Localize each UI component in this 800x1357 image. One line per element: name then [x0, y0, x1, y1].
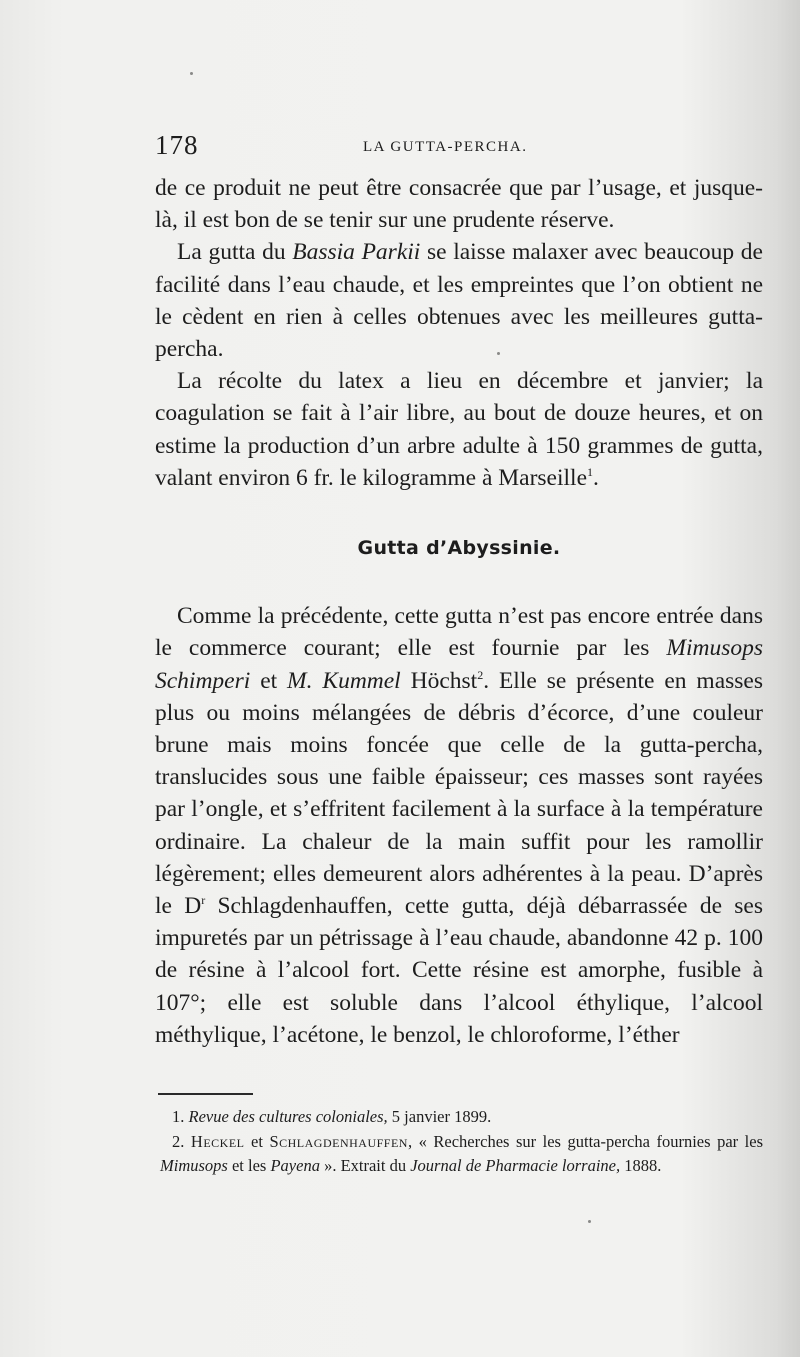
paragraph-text: La récolte du latex a lieu en décembre et janvier; la coagulation se fait à l’air libre, au bout de douze heures, et on estime la production d’un arbre adulte à 150 grammes de gutta, valant environ 6 fr. le kilogramme à Marseille	[155, 368, 763, 491]
paragraph-text: . Elle se présente en masses plus ou moins mélangées de débris d’écorce, d’une couleur brune mais moins foncée que celle de la gutta-percha, translucides sous une faible épaisseur; ces masses sont rayées par l’ongle, et s’effritent facilement à la surface à la température ordinaire. La chaleur de la main suffit pour les ramollir légèrement; elles demeurent alors adhérentes à la peau. D’après le D	[155, 667, 763, 920]
paragraph	[155, 365, 763, 494]
footnote	[160, 1130, 763, 1179]
paper-speck	[588, 1220, 591, 1223]
footnote-divider	[158, 1093, 253, 1095]
footnote-number: 2.	[172, 1131, 191, 1151]
paragraph-text: se laisse malaxer avec beaucoup de facilité dans l’eau chaude, et les empreintes que l’on obtient ne le cèdent en rien à celles obtenues avec les meilleures gutta-percha.	[155, 239, 763, 363]
body-text	[155, 172, 763, 1051]
section-heading: Gutta d’Abyssinie.	[357, 537, 561, 560]
footnote-text: et	[244, 1131, 270, 1151]
journal-title: Journal de Pharmacie lorraine,	[410, 1156, 621, 1175]
species-name: Bassia Parkii	[292, 239, 421, 266]
footnotes	[160, 1105, 763, 1179]
footnote-text: ». Extrait du	[319, 1156, 411, 1175]
species-name: M. Kummel	[287, 667, 401, 694]
footnote-text: 1888.	[620, 1156, 662, 1175]
paragraph-text: et	[250, 667, 288, 694]
author-name: Schlagdenhauffen	[269, 1131, 408, 1151]
paragraph	[155, 600, 763, 1051]
footnote-number: 1.	[172, 1107, 189, 1126]
paragraph-text: de ce produit ne peut être consacrée que par l’usage, et jusque-là, il est bon de se tenir sur une prudente réserve.	[155, 175, 763, 234]
title-abbrev-superscript: r	[201, 893, 206, 908]
footnote-source: Revue des cultures coloniales,	[188, 1107, 388, 1126]
paragraph-text: .	[593, 464, 599, 491]
paragraph-text: Schlagdenhauffen, cette gutta, déjà débarrassée de ses impuretés par un pétrissage à l’eau chaude, abandonne 42 p. 100 de résine à l’alcool fort. Cette résine est amorphe, fusible à 107°; elle est soluble dans l’alcool éthylique, l’alcool méthylique, l’acétone, le benzol, le chloroforme, l’éther	[155, 893, 763, 1048]
paragraph-text: Höchst	[400, 667, 478, 694]
footnote-text: et les	[227, 1156, 271, 1175]
paper-speck	[190, 72, 193, 75]
footnote-text: , « Recherches sur les gutta-percha fournies par les	[407, 1131, 763, 1151]
footnote-marker: 2	[477, 667, 484, 682]
author-name: Heckel	[190, 1131, 245, 1151]
species-name: Payena	[270, 1156, 320, 1175]
species-name: Mimusops	[160, 1156, 228, 1175]
footnote-text: 5 janvier 1899.	[387, 1107, 492, 1126]
paragraph	[155, 172, 763, 236]
footnote	[160, 1105, 763, 1130]
species-name: Mimusops Schimperi	[155, 635, 763, 694]
paragraph-text: Comme la précédente, cette gutta n’est pas encore entrée dans le commerce courant; elle est fournie par les	[155, 603, 763, 662]
page-number: 178	[155, 130, 199, 160]
paragraph-text: La gutta du	[177, 239, 293, 266]
page-header	[155, 128, 775, 168]
running-head: LA GUTTA-PERCHA.	[363, 139, 528, 155]
paragraph	[155, 236, 763, 365]
footnote-marker: 1	[587, 465, 593, 479]
